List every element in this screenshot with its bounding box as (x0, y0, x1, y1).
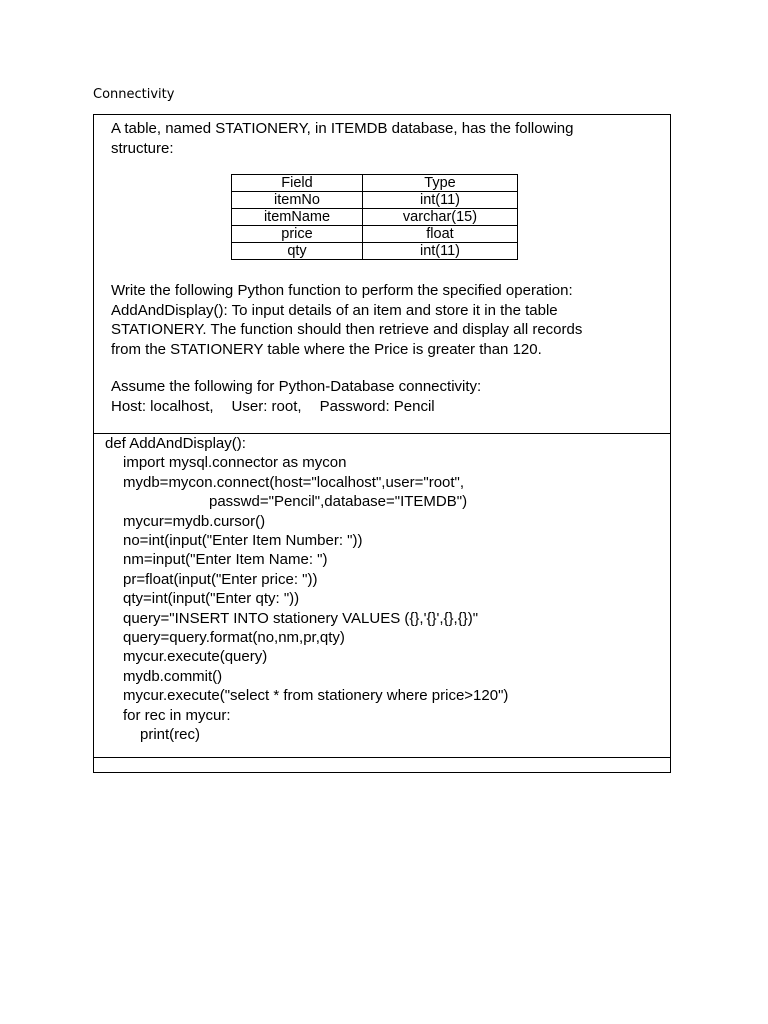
assumption-paragraph (111, 377, 481, 416)
table-header-field: Field (232, 175, 363, 192)
code-line: pr=float(input("Enter price: ")) (123, 570, 318, 588)
code-line: no=int(input("Enter Item Number: ")) (123, 532, 363, 549)
intro-line-2: structure: (111, 139, 174, 157)
question-answer-box (93, 114, 671, 773)
task-line: STATIONERY. The function should then retrieve and display all records (111, 321, 583, 338)
task-line: AddAndDisplay(): To input details of an item and store it in the table (111, 301, 558, 319)
code-line: query=query.format(no,nm,pr,qty) (123, 629, 345, 646)
question-section (94, 115, 670, 434)
structure-table (231, 174, 518, 260)
task-line: Write the following Python function to perform the specified operation: (111, 282, 573, 299)
task-paragraph (111, 281, 582, 359)
page-heading: Connectivity (93, 87, 175, 102)
code-line: mydb.commit() (123, 667, 223, 685)
code-line: passwd="Pencil",database="ITEMDB") (209, 493, 468, 511)
table-cell: qty (232, 243, 363, 260)
code-line: nm=input("Enter Item Name: ") (123, 551, 328, 569)
code-line: mydb=mycon.connect(host="localhost",user="root", (123, 473, 465, 491)
table-row (232, 192, 518, 209)
table-cell: price (232, 226, 363, 243)
table-header-row (232, 175, 518, 192)
intro-paragraph (111, 119, 573, 158)
password-text: Password: Pencil (319, 397, 435, 415)
table-cell: int(11) (363, 243, 518, 260)
table-header-type: Type (363, 175, 518, 192)
code-line: print(rec) (140, 726, 201, 743)
code-line: import mysql.connector as mycon (123, 454, 347, 472)
credentials-line (111, 397, 481, 417)
table-row (232, 243, 518, 260)
code-line: query="INSERT INTO stationery VALUES ({},'{}',{},{})" (123, 609, 479, 627)
table-row (232, 209, 518, 226)
host-text: Host: localhost, (111, 397, 214, 415)
code-line: qty=int(input("Enter qty: ")) (123, 590, 300, 608)
table-cell: itemName (232, 209, 363, 226)
code-line: mycur.execute("select * from stationery where price>120") (123, 687, 509, 705)
table-cell: int(11) (363, 192, 518, 209)
table-cell: itemNo (232, 192, 363, 209)
table-cell: float (363, 226, 518, 243)
code-line: mycur=mydb.cursor() (123, 512, 266, 530)
table-row (232, 226, 518, 243)
user-text: User: root, (231, 397, 302, 415)
code-line: def AddAndDisplay(): (105, 435, 246, 452)
assume-line: Assume the following for Python-Database connectivity: (111, 378, 482, 395)
code-line: for rec in mycur: (123, 706, 231, 724)
task-line: from the STATIONERY table where the Price is greater than 120. (111, 340, 542, 358)
intro-line-1: A table, named STATIONERY, in ITEMDB database, has the following (111, 120, 574, 137)
answer-section (94, 434, 670, 758)
code-line: mycur.execute(query) (123, 648, 268, 666)
table-cell: varchar(15) (363, 209, 518, 226)
